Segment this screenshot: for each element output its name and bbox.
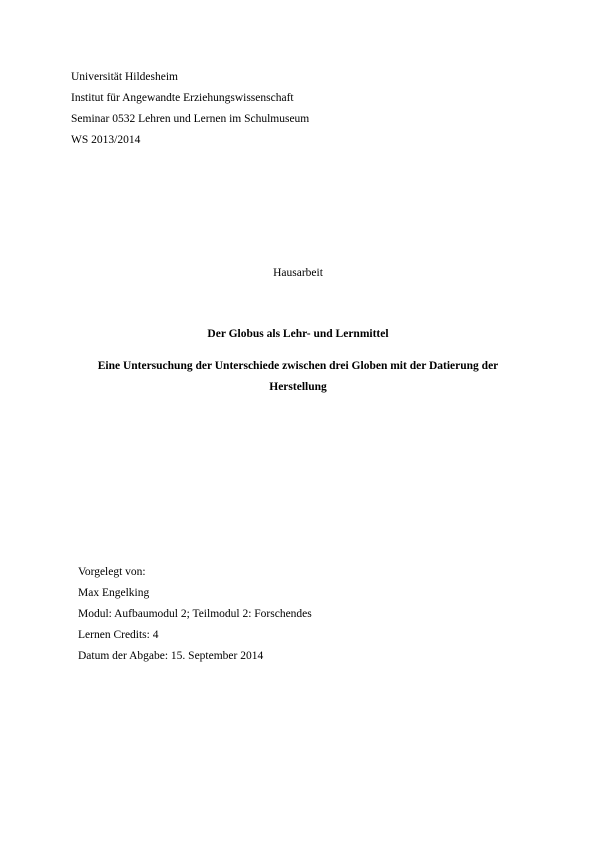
author-name: Max Engelking (78, 587, 150, 599)
semester: WS 2013/2014 (71, 134, 141, 146)
institute-name: Institut für Angewandte Erziehungswissenschaft (71, 92, 294, 104)
submission-date: Datum der Abgabe: 15. September 2014 (78, 650, 264, 662)
credits-info: Lernen Credits: 4 (78, 629, 159, 641)
document-title: Der Globus als Lehr- und Lernmittel (207, 328, 389, 340)
module-info: Modul: Aufbaumodul 2; Teilmodul 2: Forschendes (78, 608, 312, 620)
document-type: Hausarbeit (273, 267, 323, 279)
submitted-by-label: Vorgelegt von: (78, 566, 146, 578)
seminar-name: Seminar 0532 Lehren und Lernen im Schulmuseum (71, 113, 310, 125)
university-name: Universität Hildesheim (71, 71, 178, 83)
document-subtitle-line-1: Eine Untersuchung der Unterschiede zwischen drei Globen mit der Datierung der (97, 360, 499, 372)
document-subtitle-line-2: Herstellung (269, 381, 327, 393)
